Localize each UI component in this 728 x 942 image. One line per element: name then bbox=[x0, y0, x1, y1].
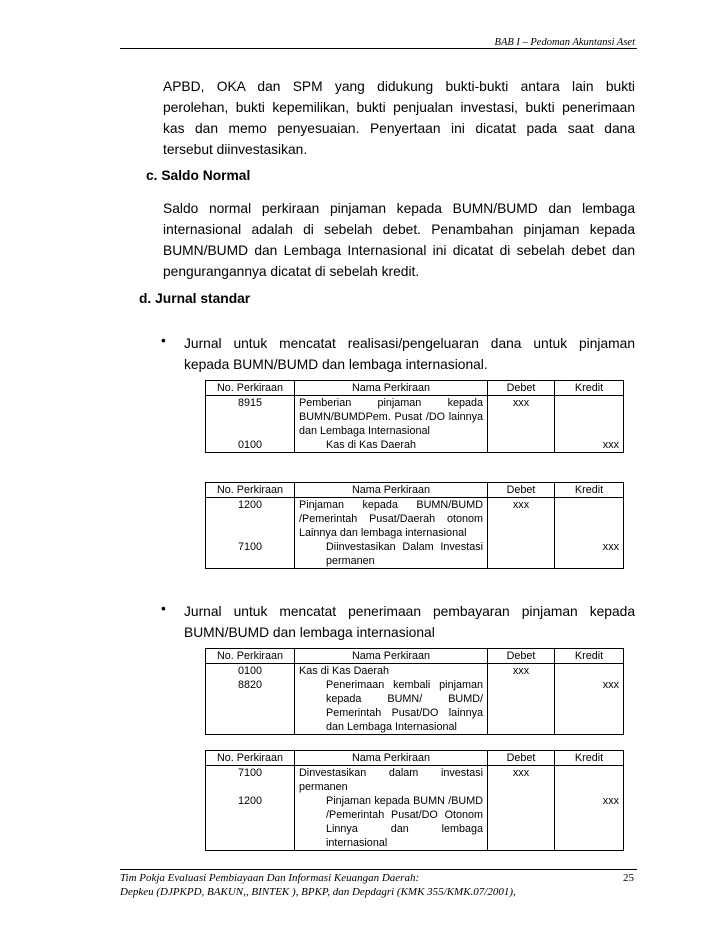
section-d-title: d. Jurnal standar bbox=[139, 291, 251, 306]
account-name: Kas di Kas Daerah bbox=[326, 439, 417, 451]
section-c-title: c. Saldo Normal bbox=[146, 168, 251, 183]
account-number: 7100 bbox=[206, 766, 295, 795]
account-number: 8915 bbox=[206, 396, 295, 439]
table-row bbox=[206, 438, 624, 453]
footer-line-2: Depkeu (DJPKPD, BAKUN,, BINTEK ), BPKP, dan Depdagri (KMK 355/KMK.07/2001), bbox=[120, 886, 516, 898]
footer-rule bbox=[120, 869, 637, 870]
journal-table-1 bbox=[205, 380, 624, 453]
bullet-icon: • bbox=[161, 601, 166, 616]
journal-table-2 bbox=[205, 482, 624, 569]
header-nama: Nama Perkiraan bbox=[295, 483, 488, 498]
table-header-row bbox=[206, 483, 624, 498]
intro-line: tersebut diinvestasikan. bbox=[163, 142, 308, 157]
kredit-value: xxx bbox=[555, 540, 624, 569]
bullet2-line: BUMN/BUMD dan lembaga internasional bbox=[184, 625, 435, 640]
intro-line: perolehan, bukti kepemilikan, bukti penjualan investasi, bukti penerimaan bbox=[163, 100, 635, 115]
account-name: Penerimaan kembali pinjaman kepada BUMN/ BUMD/ Pemerintah Pusat/DO lainnya dan Lembaga Internasional bbox=[326, 679, 483, 733]
kredit-value: xxx bbox=[555, 438, 624, 453]
account-number: 1200 bbox=[206, 794, 295, 851]
account-number: 1200 bbox=[206, 498, 295, 541]
header-no: No. Perkiraan bbox=[206, 381, 295, 396]
journal-table-3 bbox=[205, 648, 624, 735]
section-c-paragraph bbox=[163, 198, 635, 282]
table-header-row bbox=[206, 751, 624, 766]
kredit-value: xxx bbox=[555, 794, 624, 851]
bullet1-line: kepada BUMN/BUMD dan lembaga internasional. bbox=[184, 357, 488, 372]
header-rule bbox=[120, 48, 637, 49]
table-row bbox=[206, 794, 624, 851]
header-kredit: Kredit bbox=[555, 483, 624, 498]
header-nama: Nama Perkiraan bbox=[295, 751, 488, 766]
account-name: Diinvestasikan Dalam Investasi permanen bbox=[326, 541, 483, 567]
bullet2-text bbox=[184, 601, 635, 643]
account-name: Pemberian pinjaman kepada BUMN/BUMDPem. Pusat /DO lainnya dan Lembaga Internasional bbox=[295, 396, 488, 439]
section-c-line: pengurangannya dicatat di sebelah kredit. bbox=[163, 264, 420, 279]
debet-value: xxx bbox=[488, 766, 555, 795]
account-number: 0100 bbox=[206, 438, 295, 453]
bullet-icon: • bbox=[161, 333, 166, 348]
account-name: Kas di Kas Daerah bbox=[295, 664, 488, 679]
table-row bbox=[206, 664, 624, 679]
footer-line-1: Tim Pokja Evaluasi Pembiayaan Dan Informasi Keuangan Daerah: bbox=[120, 872, 420, 884]
intro-paragraph bbox=[163, 76, 635, 160]
section-c-line: Saldo normal perkiraan pinjaman kepada BUMN/BUMD dan lembaga bbox=[163, 201, 635, 216]
header-debet: Debet bbox=[488, 751, 555, 766]
journal-table-4 bbox=[205, 750, 624, 851]
header-kredit: Kredit bbox=[555, 381, 624, 396]
table-header-row bbox=[206, 649, 624, 664]
header-no: No. Perkiraan bbox=[206, 751, 295, 766]
intro-line: kas dan memo penyesuaian. Penyertaan ini dicatat pada saat dana bbox=[163, 121, 635, 136]
account-name: Pinjaman kepada BUMN /BUMD /Pemerintah Pusat/DO Otonom Linnya dan lembaga internasional bbox=[326, 795, 483, 849]
page-number: 25 bbox=[623, 872, 634, 884]
bullet1-text bbox=[184, 333, 635, 375]
header-nama: Nama Perkiraan bbox=[295, 649, 488, 664]
running-header: BAB I – Pedoman Akuntansi Aset bbox=[494, 37, 635, 48]
header-no: No. Perkiraan bbox=[206, 649, 295, 664]
section-c-line: BUMN/BUMD dan Lembaga Internasional ini dicatat di sebelah debet dan bbox=[163, 243, 635, 258]
debet-value: xxx bbox=[488, 664, 555, 679]
header-debet: Debet bbox=[488, 483, 555, 498]
header-nama: Nama Perkiraan bbox=[295, 381, 488, 396]
table-row bbox=[206, 498, 624, 541]
header-no: No. Perkiraan bbox=[206, 483, 295, 498]
kredit-value: xxx bbox=[555, 678, 624, 735]
header-kredit: Kredit bbox=[555, 649, 624, 664]
debet-value: xxx bbox=[488, 396, 555, 439]
account-number: 0100 bbox=[206, 664, 295, 679]
section-c-line: internasional adalah di sebelah debet. Penambahan pinjaman kepada bbox=[163, 222, 635, 237]
table-row bbox=[206, 678, 624, 735]
table-row bbox=[206, 766, 624, 795]
account-number: 7100 bbox=[206, 540, 295, 569]
bullet2-line: Jurnal untuk mencatat penerimaan pembayaran pinjaman kepada bbox=[184, 604, 635, 619]
header-debet: Debet bbox=[488, 649, 555, 664]
account-number: 8820 bbox=[206, 678, 295, 735]
header-kredit: Kredit bbox=[555, 751, 624, 766]
header-debet: Debet bbox=[488, 381, 555, 396]
account-name: Pinjaman kepada BUMN/BUMD /Pemerintah Pusat/Daerah otonom Lainnya dan lembaga internasional bbox=[295, 498, 488, 541]
intro-line: APBD, OKA dan SPM yang didukung bukti-bukti antara lain bukti bbox=[163, 79, 635, 94]
table-row bbox=[206, 540, 624, 569]
table-header-row bbox=[206, 381, 624, 396]
account-name: Dinvestasikan dalam investasi permanen bbox=[295, 766, 488, 795]
debet-value: xxx bbox=[488, 498, 555, 541]
table-row bbox=[206, 396, 624, 439]
bullet1-line: Jurnal untuk mencatat realisasi/pengeluaran dana untuk pinjaman bbox=[184, 336, 635, 351]
